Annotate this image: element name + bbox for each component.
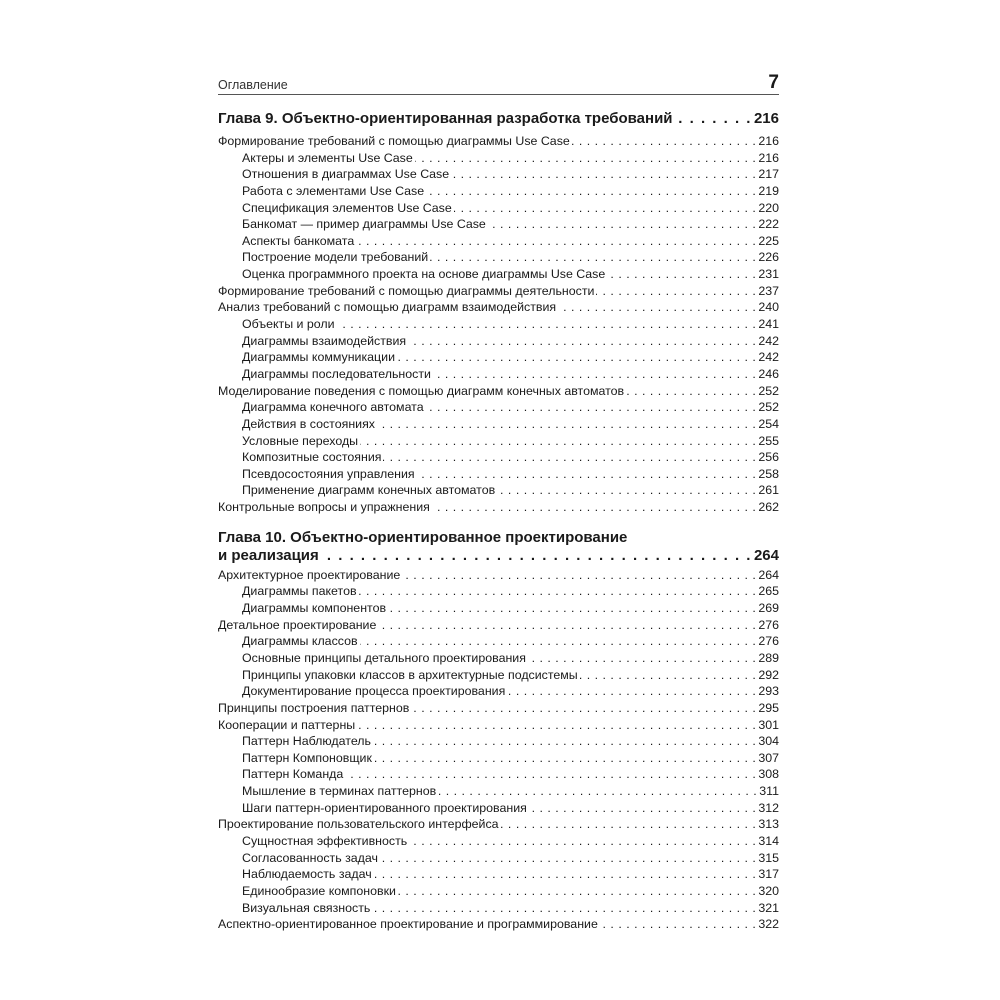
dot-leader <box>397 349 756 366</box>
toc-entry[interactable] <box>218 916 779 933</box>
toc-entry[interactable] <box>218 783 779 800</box>
entry-page: 313 <box>758 817 779 832</box>
toc-entry[interactable] <box>218 600 779 617</box>
toc-entry[interactable] <box>218 617 779 634</box>
chapter-heading-line-1[interactable] <box>218 529 779 547</box>
entry-title: Наблюдаемость задач <box>242 867 372 882</box>
chapter-heading-line-2[interactable] <box>218 547 779 565</box>
dot-leader <box>360 433 756 450</box>
entry-page: 321 <box>758 900 779 915</box>
dot-leader <box>426 183 756 200</box>
entry-page: 237 <box>758 283 779 298</box>
entry-title: Актеры и элементы Use Case <box>242 150 413 165</box>
entry-title: Проектирование пользовательского интерфейса <box>218 817 499 832</box>
toc-entry[interactable] <box>218 816 779 833</box>
entry-page: 295 <box>758 700 779 715</box>
chapter-page: 216 <box>753 110 779 127</box>
entry-title: Паттерн Команда <box>242 767 344 782</box>
dot-leader <box>454 200 757 217</box>
chapter-9 <box>218 110 779 516</box>
entry-page: 241 <box>758 317 779 332</box>
dot-leader <box>501 816 757 833</box>
entry-page: 265 <box>758 584 779 599</box>
entry-title: Аспекты банкомата <box>242 233 355 248</box>
dot-leader <box>430 249 756 266</box>
entry-page: 216 <box>758 150 779 165</box>
dot-leader <box>596 283 756 300</box>
dot-leader <box>497 482 756 499</box>
toc-entry[interactable] <box>218 133 779 150</box>
entry-page: 252 <box>758 400 779 415</box>
dot-leader <box>408 333 756 350</box>
dot-leader <box>409 833 756 850</box>
entry-title: Принципы упаковки классов в архитектурные подсистемы <box>242 667 578 682</box>
dot-leader <box>374 866 757 883</box>
toc-entry[interactable] <box>218 700 779 717</box>
entry-page: 314 <box>758 833 779 848</box>
dot-leader <box>345 766 756 783</box>
dot-leader <box>417 466 757 483</box>
toc-entry[interactable] <box>218 383 779 400</box>
entry-list <box>218 567 779 933</box>
entry-title: Работа с элементами Use Case <box>242 183 425 198</box>
entry-page: 255 <box>758 433 779 448</box>
entry-title: Согласованность задач <box>242 850 378 865</box>
toc-page <box>218 72 779 933</box>
entry-page: 254 <box>758 416 779 431</box>
chapter-title-continued: и реализация <box>218 546 319 564</box>
toc-entry[interactable] <box>218 866 779 883</box>
toc-entry[interactable] <box>218 833 779 850</box>
entry-page: 293 <box>758 684 779 699</box>
dot-leader <box>377 416 756 433</box>
toc-entry[interactable] <box>218 433 779 450</box>
toc-entry[interactable] <box>218 299 779 316</box>
entry-page: 220 <box>758 200 779 215</box>
dot-leader <box>432 499 756 516</box>
toc-entry[interactable] <box>218 883 779 900</box>
entry-page: 269 <box>758 601 779 616</box>
dot-leader <box>357 717 756 734</box>
entry-title: Диаграммы пакетов <box>242 584 357 599</box>
dot-leader <box>572 133 757 150</box>
dot-leader <box>380 850 756 867</box>
entry-title: Контрольные вопросы и упражнения <box>218 500 430 515</box>
toc-entry[interactable] <box>218 166 779 183</box>
dot-leader <box>321 547 752 565</box>
toc-entry[interactable] <box>218 200 779 217</box>
entry-title: Банкомат — пример диаграммы Use Case <box>242 217 486 232</box>
dot-leader <box>528 650 756 667</box>
entry-page: 219 <box>758 183 779 198</box>
entry-page: 264 <box>758 567 779 582</box>
entry-title: Аспектно-ориентированное проектирование и программирование <box>218 917 598 932</box>
toc-entry[interactable] <box>218 482 779 499</box>
entry-title: Диаграммы взаимодействия <box>242 333 407 348</box>
toc-entry[interactable] <box>218 800 779 817</box>
entry-page: 308 <box>758 767 779 782</box>
entry-title: Диаграмма конечного автомата <box>242 400 424 415</box>
entry-page: 315 <box>758 850 779 865</box>
entry-title: Единообразие компоновки <box>242 883 396 898</box>
entry-page: 256 <box>758 450 779 465</box>
dot-leader <box>626 383 756 400</box>
entry-title: Сущностная эффективность <box>242 833 408 848</box>
dot-leader <box>600 916 756 933</box>
dot-leader <box>373 733 756 750</box>
toc-entry[interactable] <box>218 366 779 383</box>
toc-entry[interactable] <box>218 466 779 483</box>
entry-page: 242 <box>758 350 779 365</box>
dot-leader <box>372 900 756 917</box>
dot-leader <box>388 600 756 617</box>
entry-title: Принципы построения паттернов <box>218 700 410 715</box>
toc-entry[interactable] <box>218 750 779 767</box>
entry-title: Оценка программного проекта на основе диаграммы Use Case <box>242 267 606 282</box>
entry-title: Отношения в диаграммах Use Case <box>242 167 450 182</box>
entry-title: Анализ требований с помощью диаграмм взаимодействия <box>218 300 557 315</box>
entry-page: 225 <box>758 233 779 248</box>
entry-title: Формирование требований с помощью диаграммы деятельности <box>218 283 595 298</box>
dot-leader <box>675 110 752 128</box>
entry-title: Мышление в терминах паттернов <box>242 784 437 799</box>
entry-page: 217 <box>758 167 779 182</box>
entry-page: 292 <box>758 667 779 682</box>
entry-page: 246 <box>758 366 779 381</box>
entry-title: Условные переходы <box>242 433 359 448</box>
toc-entry[interactable] <box>218 499 779 516</box>
entry-page: 222 <box>758 217 779 232</box>
entry-page: 276 <box>758 634 779 649</box>
entry-title: Документирование процесса проектирования <box>242 684 506 699</box>
dot-leader <box>411 700 756 717</box>
dot-leader <box>451 166 756 183</box>
entry-title: Диаграммы коммуникации <box>242 350 396 365</box>
entry-page: 320 <box>758 883 779 898</box>
dot-leader <box>374 750 756 767</box>
running-header <box>218 72 779 95</box>
dot-leader <box>356 233 756 250</box>
entry-page: 322 <box>758 917 779 932</box>
toc-entry[interactable] <box>218 900 779 917</box>
entry-title: Паттерн Наблюдатель <box>242 734 371 749</box>
entry-title: Моделирование поведения с помощью диаграмм конечных автоматов <box>218 383 625 398</box>
toc-entry[interactable] <box>218 333 779 350</box>
entry-list <box>218 133 779 516</box>
chapter-title: Глава 10. Объектно-ориентированное проектирование <box>218 528 628 546</box>
entry-page: 231 <box>758 267 779 282</box>
toc-entry[interactable] <box>218 583 779 600</box>
dot-leader <box>415 150 757 167</box>
toc-entry[interactable] <box>218 316 779 333</box>
entry-title: Объекты и роли <box>242 317 335 332</box>
chapter-10 <box>218 529 779 933</box>
toc-entry[interactable] <box>218 633 779 650</box>
entry-page: 242 <box>758 333 779 348</box>
toc-entry[interactable] <box>218 650 779 667</box>
dot-leader <box>378 617 756 634</box>
dot-leader <box>438 783 757 800</box>
entry-title: Детальное проектирование <box>218 617 377 632</box>
toc-entry[interactable] <box>218 399 779 416</box>
entry-page: 258 <box>758 466 779 481</box>
entry-page: 311 <box>759 784 779 799</box>
entry-page: 226 <box>758 250 779 265</box>
entry-page: 261 <box>758 483 779 498</box>
chapter-page: 264 <box>753 546 779 564</box>
entry-title: Основные принципы детального проектирования <box>242 650 526 665</box>
running-header-title: Оглавление <box>218 78 288 92</box>
entry-title: Кооперации и паттерны <box>218 717 356 732</box>
entry-page: 276 <box>758 617 779 632</box>
toc-entry[interactable] <box>218 667 779 684</box>
dot-leader <box>383 449 756 466</box>
entry-title: Диаграммы последовательности <box>242 366 431 381</box>
dot-leader <box>558 299 756 316</box>
toc-entry[interactable] <box>218 733 779 750</box>
dot-leader <box>607 266 756 283</box>
page-number: 7 <box>768 72 779 93</box>
chapter-title: Глава 9. Объектно-ориентированная разработка требований <box>218 110 673 127</box>
dot-leader <box>426 399 757 416</box>
entry-title: Формирование требований с помощью диаграммы Use Case <box>218 134 570 148</box>
entry-page: 252 <box>758 383 779 398</box>
toc-entry[interactable] <box>218 717 779 734</box>
dot-leader <box>433 366 756 383</box>
entry-title: Спецификация элементов Use Case <box>242 200 452 215</box>
dot-leader <box>402 567 756 584</box>
entry-page: 304 <box>758 734 779 749</box>
entry-page: 216 <box>758 134 779 148</box>
entry-title: Диаграммы компонентов <box>242 601 387 616</box>
entry-page: 301 <box>758 717 779 732</box>
entry-title: Шаги паттерн-ориентированного проектирования <box>242 800 527 815</box>
entry-page: 317 <box>758 867 779 882</box>
toc-entry[interactable] <box>218 766 779 783</box>
dot-leader <box>488 216 757 233</box>
entry-title: Построение модели требований <box>242 250 429 265</box>
dot-leader <box>359 583 757 600</box>
entry-title: Применение диаграмм конечных автоматов <box>242 483 496 498</box>
toc-entry[interactable] <box>218 416 779 433</box>
toc-entry[interactable] <box>218 216 779 233</box>
toc-entry[interactable] <box>218 349 779 366</box>
entry-title: Действия в состояниях <box>242 416 375 431</box>
dot-leader <box>360 633 757 650</box>
toc-entry[interactable] <box>218 567 779 584</box>
dot-leader <box>580 667 757 684</box>
dot-leader <box>398 883 756 900</box>
dot-leader <box>337 316 757 333</box>
toc-entry[interactable] <box>218 850 779 867</box>
entry-title: Визуальная связность <box>242 900 371 915</box>
entry-title: Паттерн Компоновщик <box>242 750 372 765</box>
toc-entry[interactable] <box>218 266 779 283</box>
dot-leader <box>507 683 756 700</box>
toc-entry[interactable] <box>218 249 779 266</box>
entry-page: 262 <box>758 500 779 515</box>
toc-entry[interactable] <box>218 150 779 167</box>
entry-page: 289 <box>758 650 779 665</box>
entry-title: Псевдосостояния управления <box>242 466 415 481</box>
toc-entry[interactable] <box>218 683 779 700</box>
entry-page: 312 <box>758 800 779 815</box>
entry-title: Архитектурное проектирование <box>218 567 401 582</box>
entry-title: Диаграммы классов <box>242 634 358 649</box>
entry-page: 240 <box>758 300 779 315</box>
toc-entry[interactable] <box>218 183 779 200</box>
chapter-heading[interactable] <box>218 110 779 128</box>
toc-entry[interactable] <box>218 449 779 466</box>
entry-title: Композитные состояния <box>242 450 382 465</box>
entry-page: 307 <box>758 750 779 765</box>
toc-entry[interactable] <box>218 283 779 300</box>
dot-leader <box>529 800 756 817</box>
toc-entry[interactable] <box>218 233 779 250</box>
